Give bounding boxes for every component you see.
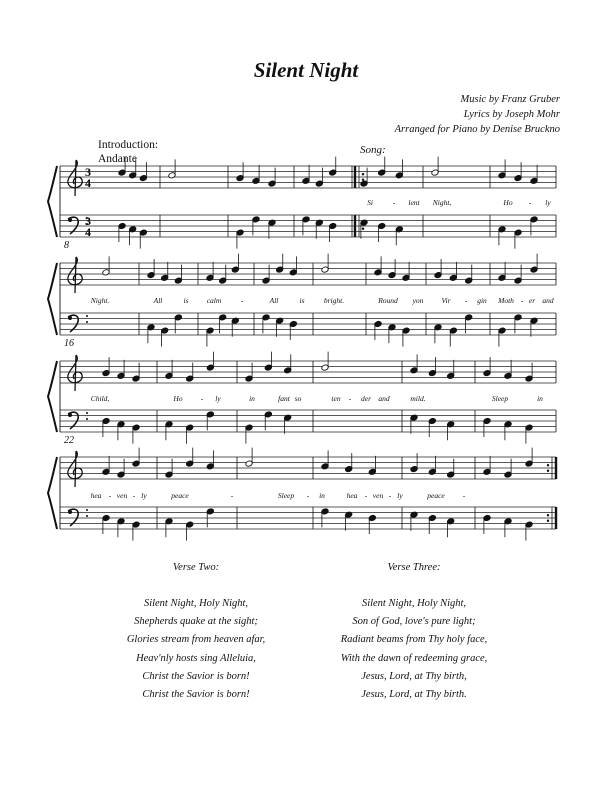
- lyric-syllable: ten: [331, 394, 341, 403]
- brace: [48, 457, 57, 529]
- verse-line: Glories stream from heaven afar,: [126, 634, 266, 646]
- bass-clef-dot: [68, 510, 72, 514]
- lyric-syllable: calm: [206, 296, 222, 305]
- verse-two-lines: [127, 595, 265, 704]
- lyric-syllable: Vir: [441, 296, 451, 305]
- song-label: Song:: [360, 144, 386, 156]
- lyric-syllable: in: [249, 394, 255, 403]
- measure-number-16: 16: [64, 338, 74, 349]
- lyrics-credit: Lyrics by Joseph Mohr: [463, 109, 560, 120]
- bass-clef-dot: [86, 315, 88, 317]
- bass-clef-dot: [86, 509, 88, 511]
- lyric-syllable: is: [183, 296, 189, 305]
- lyric-syllable: -: [364, 491, 368, 500]
- brace: [48, 263, 57, 335]
- time-signature-top-bass: 3: [85, 214, 91, 228]
- verse-line: Silent Night, Holy Night,: [143, 598, 249, 609]
- lyric-syllable: -: [392, 198, 396, 207]
- lyric-syllable: -: [108, 491, 112, 500]
- verse-line: Christ the Savior is born!: [142, 689, 250, 701]
- verse-line: Jesus, Lord, at Thy birth.: [361, 689, 467, 701]
- lyric-syllable: All: [153, 296, 163, 305]
- lyric-syllable: der: [361, 394, 371, 403]
- bass-clef-dot: [86, 418, 88, 420]
- verse-three-title: Verse Three:: [387, 562, 441, 573]
- lyric-syllable: Ho: [503, 198, 513, 207]
- score-layer: [48, 157, 556, 541]
- verse-line: Radiant beams from Thy holy face,: [340, 634, 488, 646]
- lyric-syllable: hea: [346, 491, 358, 500]
- lyric-syllable: peace: [171, 491, 189, 500]
- brace: [48, 166, 57, 237]
- treble-clef-icon: [68, 451, 82, 487]
- lyric-syllable: Sleep: [491, 394, 509, 403]
- lyric-syllable: -: [240, 296, 244, 305]
- music-credit: Music by Franz Gruber: [460, 94, 560, 105]
- repeat-dot: [547, 470, 549, 472]
- brace: [48, 361, 57, 432]
- verse-line: Heav'nly hosts sing Alleluia,: [136, 652, 256, 664]
- bass-clef-dot: [68, 413, 72, 417]
- lyric-syllable: gin: [477, 296, 487, 305]
- lyric-syllable: ly: [545, 198, 551, 207]
- tempo-marking: Andante: [98, 153, 137, 165]
- lyric-syllable: -: [230, 491, 234, 500]
- lyric-syllable: -: [348, 394, 352, 403]
- verse-line: Son of God, love's pure light;: [352, 616, 476, 628]
- lyric-syllable: Moth: [498, 296, 514, 305]
- lyric-syllable: -: [464, 296, 468, 305]
- lyric-syllable: -: [462, 491, 466, 500]
- lyric-syllable: is: [299, 296, 305, 305]
- bass-clef-dot: [86, 412, 88, 414]
- lyric-syllable: in: [537, 394, 543, 403]
- bass-clef-dot: [86, 321, 88, 323]
- lyric-syllable: peace: [427, 491, 445, 500]
- bass-clef-dot: [68, 316, 72, 320]
- verse-line: With the dawn of redeeming grace,: [340, 652, 488, 664]
- verse-line: Christ the Savior is born!: [142, 670, 250, 682]
- verse-three-lines: [341, 595, 488, 704]
- verse-line: Jesus, Lord, at Thy birth,: [361, 670, 467, 682]
- time-signature-top-treble: 3: [85, 165, 91, 179]
- lyric-syllable: ly: [397, 491, 403, 500]
- repeat-dot: [362, 228, 364, 230]
- bass-clef-dot: [86, 515, 88, 517]
- lyric-syllable: er: [528, 296, 536, 305]
- repeat-dot: [362, 173, 364, 175]
- lyric-syllable: Ho: [173, 394, 183, 403]
- lyric-syllable: Si: [367, 198, 373, 207]
- lyric-syllable: lent: [408, 198, 420, 207]
- repeat-dot: [547, 514, 549, 516]
- repeat-dot: [547, 464, 549, 466]
- treble-clef-icon: [68, 160, 82, 196]
- lyric-syllable: All: [269, 296, 279, 305]
- lyric-syllable: -: [132, 491, 136, 500]
- introduction-text: Introduction:: [98, 139, 159, 151]
- song-title: Silent Night: [253, 58, 359, 82]
- lyric-syllable: -: [388, 491, 392, 500]
- measure-number-22: 22: [64, 435, 74, 446]
- lyric-syllable: ven: [116, 491, 128, 500]
- verse-two-title: Verse Two:: [172, 562, 220, 573]
- lyric-syllable: ly: [215, 394, 221, 403]
- lyric-syllable: and: [378, 394, 390, 403]
- lyric-syllable: ly: [141, 491, 147, 500]
- verse-line: Silent Night, Holy Night,: [361, 598, 467, 609]
- lyric-syllable: Night,: [432, 198, 452, 207]
- treble-clef-icon: [68, 257, 82, 293]
- lyric-syllable: -: [200, 394, 204, 403]
- lyric-syllable: and: [542, 296, 554, 305]
- lyric-syllable: Sleep: [277, 491, 295, 500]
- time-signature-bottom-treble: 4: [85, 176, 91, 190]
- lyric-syllable: Round: [378, 296, 398, 305]
- repeat-dot: [547, 520, 549, 522]
- lyric-syllable: fant: [278, 394, 290, 403]
- lyric-syllable: Night.: [90, 296, 110, 305]
- verse-line: Shepherds quake at the sight;: [134, 616, 258, 628]
- lyric-syllable: in: [319, 491, 325, 500]
- bass-clef-dot: [68, 218, 72, 222]
- treble-clef-icon: [68, 355, 82, 391]
- lyric-syllable: -: [520, 296, 524, 305]
- lyric-syllable: bright.: [323, 296, 345, 305]
- time-signature-bottom-bass: 4: [85, 225, 91, 239]
- lyric-syllable: -: [528, 198, 532, 207]
- lyric-syllable: so: [294, 394, 302, 403]
- lyric-syllable: mild.: [410, 394, 426, 403]
- lyric-syllable: Child,: [90, 394, 110, 403]
- lyric-syllable: ven: [372, 491, 384, 500]
- measure-number-8: 8: [64, 240, 69, 251]
- lyric-syllable: -: [306, 491, 310, 500]
- arrangement-credit: Arranged for Piano by Denise Bruckno: [394, 124, 560, 135]
- lyric-syllable: hea: [90, 491, 102, 500]
- lyric-syllable: yon: [412, 296, 424, 305]
